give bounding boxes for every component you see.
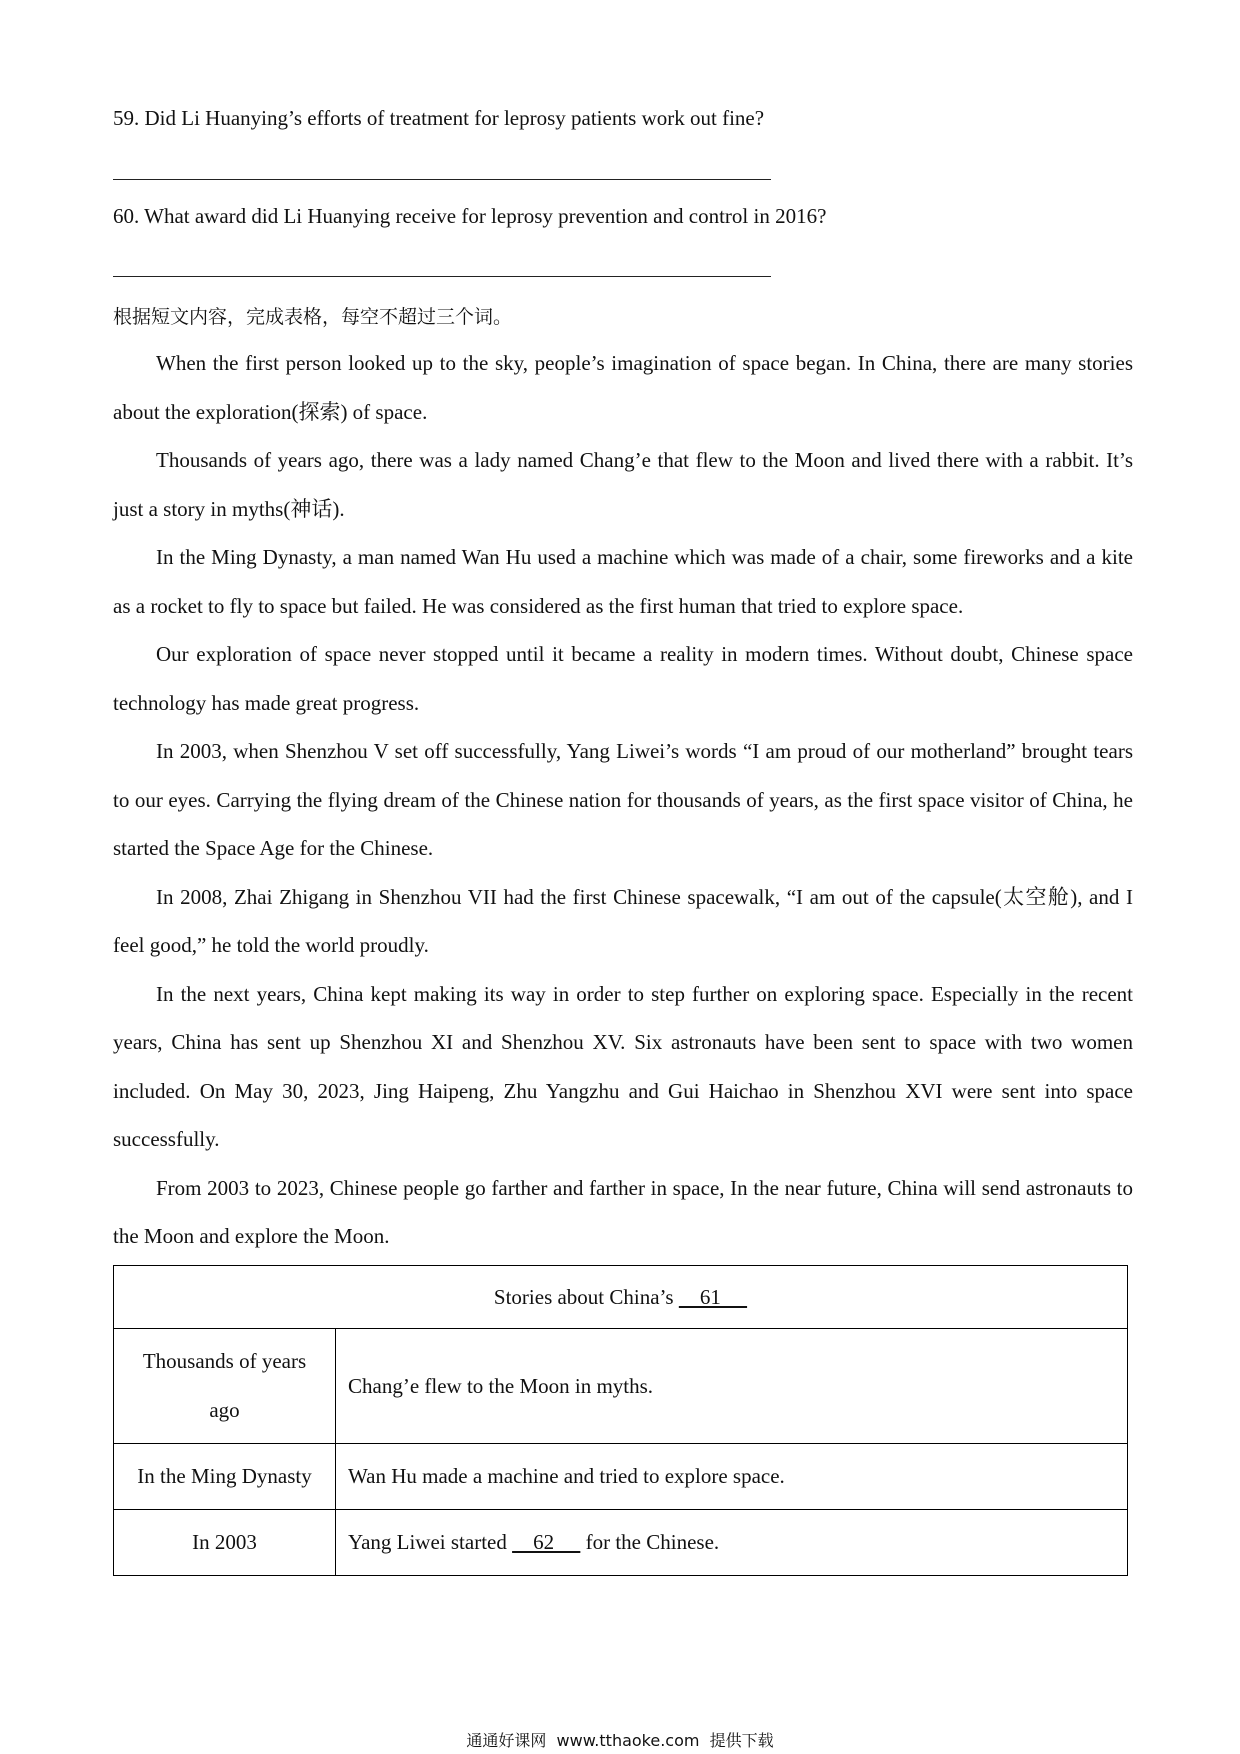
story-table xyxy=(113,1265,1128,1576)
passage-paragraph: In the next years, China kept making its way in order to step further on exploring space. Especially in the recent years, China has sent up Shenzhou XI and Shenzhou XV. Six astronauts have been sent to space with two women included. On May 30, 2023, Jing Haipeng, Zhu Yangzhu and Gui Haichao in Shenzhou XVI were sent into space successfully. xyxy=(113,981,1133,1151)
blank-62[interactable]: 62 xyxy=(512,1530,581,1554)
table-row xyxy=(114,1510,1128,1576)
passage-paragraph: In 2008, Zhai Zhigang in Shenzhou VII had the first Chinese spacewalk, “I am out of the capsule(太空舱), and I feel good,” he told the world proudly. xyxy=(113,884,1133,957)
reading-passage xyxy=(113,339,1133,1261)
row-event-prefix: Yang Liwei started xyxy=(348,1530,513,1554)
row-event: Chang’e flew to the Moon in myths. xyxy=(336,1329,1128,1444)
passage-paragraph: In the Ming Dynasty, a man named Wan Hu used a machine which was made of a chair, some fireworks and a kite as a rocket to fly to space but failed. He was considered as the first human that tried to explore space. xyxy=(113,545,1133,618)
row-time: In 2003 xyxy=(114,1510,336,1576)
table-header xyxy=(114,1266,1128,1329)
table-header-text: Stories about China’s xyxy=(493,1284,679,1309)
page-footer: 通通好课网 www.tthaoke.com 提供下载 xyxy=(466,1731,774,1750)
passage-paragraph: Thousands of years ago, there was a lady named Chang’e that flew to the Moon and lived there with a rabbit. It’s just a story in myths(神话). xyxy=(113,448,1133,521)
answer-line-59[interactable] xyxy=(113,179,771,180)
row-event-suffix: for the Chinese. xyxy=(580,1530,720,1554)
passage-paragraph: From 2003 to 2023, Chinese people go farther and farther in space, In the near future, China will send astronauts to the Moon and explore the Moon. xyxy=(113,1175,1133,1248)
table-row xyxy=(114,1444,1128,1510)
answer-line-60[interactable] xyxy=(113,276,771,277)
row-time: In the Ming Dynasty xyxy=(114,1444,336,1510)
question-60: 60. What award did Li Huanying receive for leprosy prevention and control in 2016? xyxy=(113,204,827,228)
passage-paragraph: Our exploration of space never stopped until it became a reality in modern times. Without doubt, Chinese space technology has made great progress. xyxy=(113,642,1133,715)
blank-61[interactable]: 61 xyxy=(678,1284,748,1309)
passage-paragraph: In 2003, when Shenzhou V set off successfully, Yang Liwei’s words “I am proud of our motherland” brought tears to our eyes. Carrying the flying dream of the Chinese nation for thousands of years, as the first space visitor of China, he started the Space Age for the Chinese. xyxy=(113,739,1133,860)
row-time xyxy=(114,1329,336,1444)
row-event: Wan Hu made a machine and tried to explore space. xyxy=(336,1444,1128,1510)
row-time-text: Thousands of years ago xyxy=(142,1349,307,1422)
table-row xyxy=(114,1329,1128,1444)
instruction: 根据短文内容，完成表格，每空不超过三个词。 xyxy=(113,306,513,328)
row-event xyxy=(336,1510,1128,1576)
question-59: 59. Did Li Huanying’s efforts of treatment for leprosy patients work out fine? xyxy=(113,106,765,130)
passage-paragraph: When the first person looked up to the sky, people’s imagination of space began. In China, there are many stories about the exploration(探索) of space. xyxy=(113,351,1133,424)
